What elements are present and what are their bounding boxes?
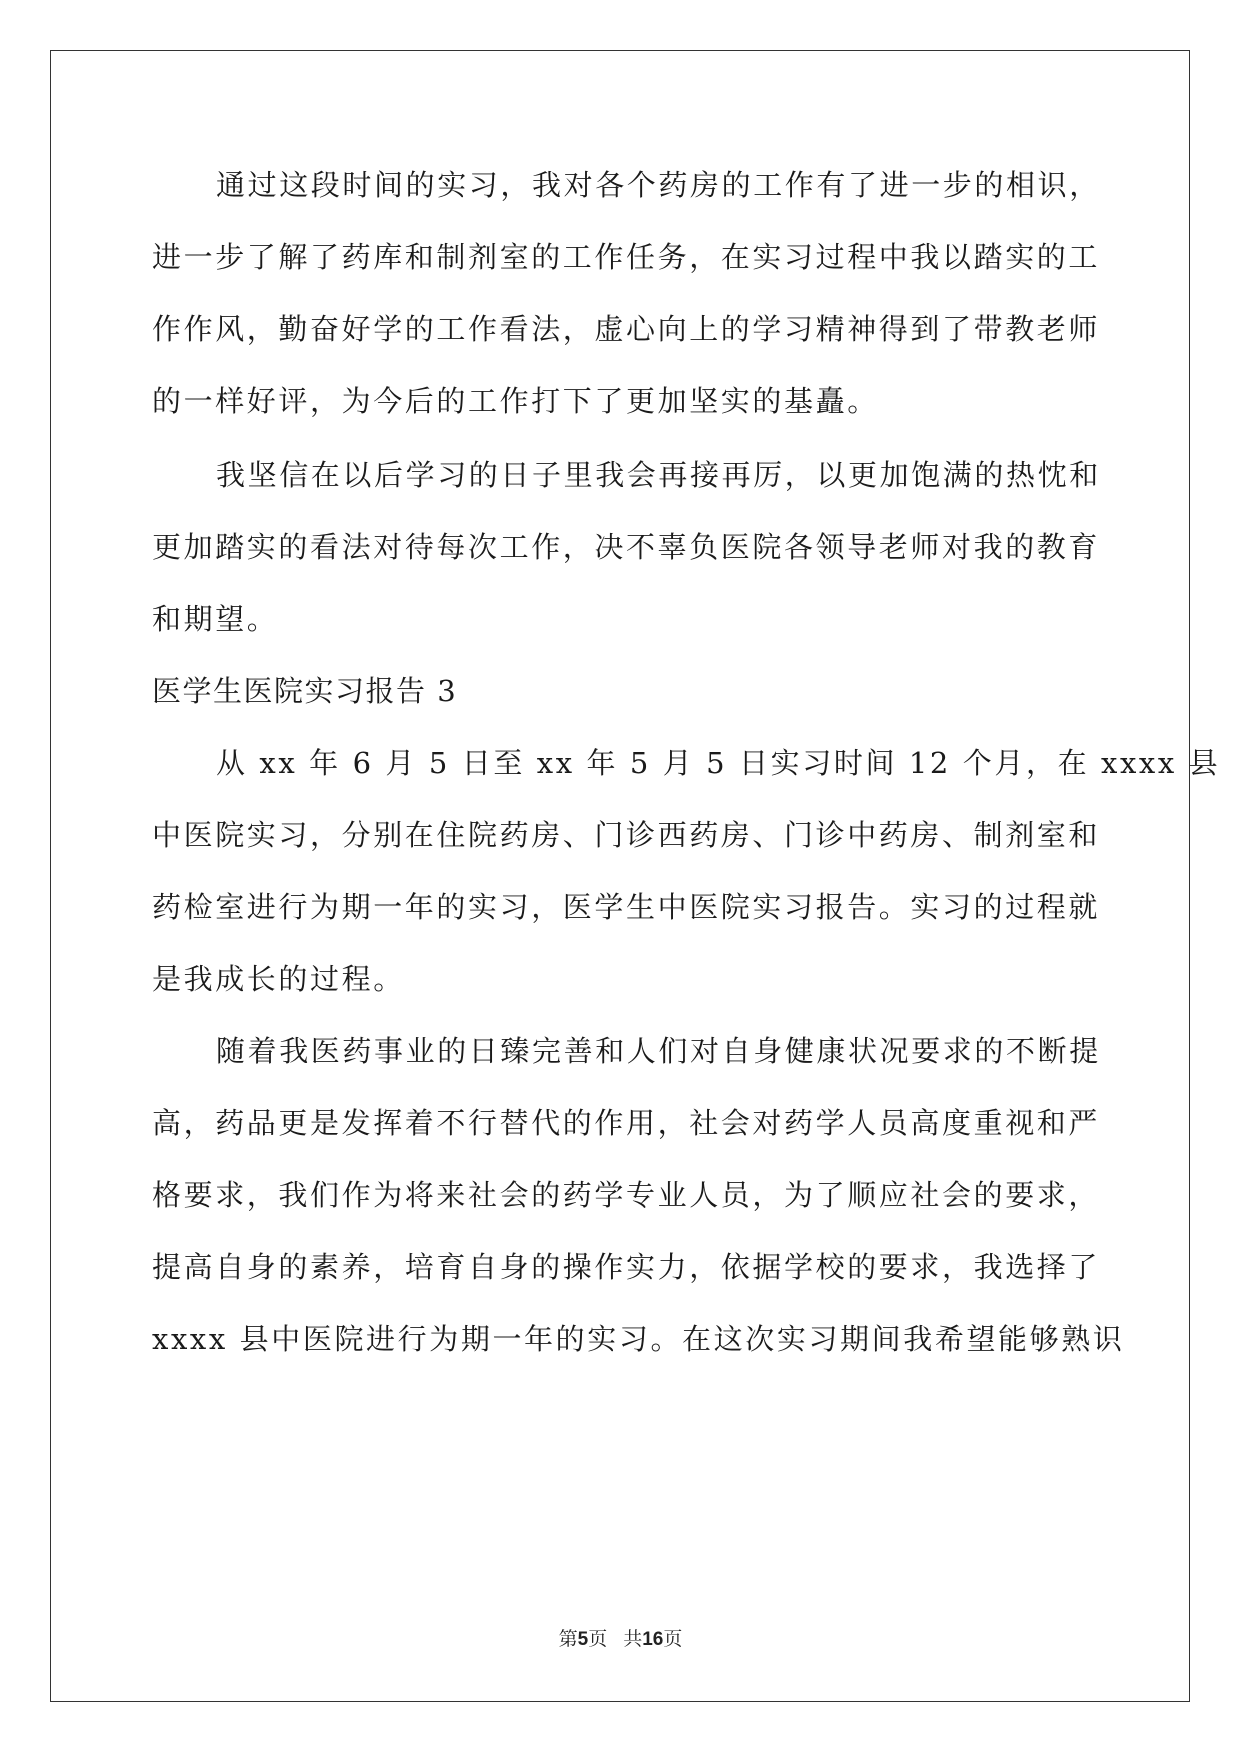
paragraph-line: 作作风，勤奋好学的工作看法，虚心向上的学习精神得到了带教老师 [152, 312, 1101, 346]
paragraph-line: 我坚信在以后学习的日子里我会再接再厉，以更加饱满的热忱和 [216, 458, 1101, 492]
paragraph-line: 提高自身的素养，培育自身的操作实力，依据学校的要求，我选择了 [152, 1250, 1101, 1284]
paragraph-line: 进一步了解了药库和制剂室的工作任务，在实习过程中我以踏实的工 [152, 240, 1101, 274]
paragraph-line: 更加踏实的看法对待每次工作，决不辜负医院各领导老师对我的教育 [152, 530, 1101, 564]
total-prefix: 共 [623, 1628, 643, 1650]
total-pages: 16 [642, 1629, 664, 1650]
total-suffix: 页 [663, 1628, 683, 1650]
page-suffix: 页 [588, 1628, 608, 1650]
paragraph-line: 从 xx 年 6 月 5 日至 xx 年 5 月 5 日实习时间 12 个月，在 xxxx 县 [216, 746, 1221, 780]
page-number: 5 [577, 1629, 589, 1650]
paragraph-line: 通过这段时间的实习，我对各个药房的工作有了进一步的相识， [216, 168, 1101, 202]
paragraph-line: 中医院实习，分别在住院药房、门诊西药房、门诊中药房、制剂室和 [152, 818, 1101, 852]
paragraph-line: 药检室进行为期一年的实习，医学生中医院实习报告。实习的过程就 [152, 890, 1101, 924]
paragraph-line: 的一样好评，为今后的工作打下了更加坚实的基矗。 [152, 384, 879, 418]
section-heading: 医学生医院实习报告 3 [152, 674, 458, 708]
paragraph-line: 和期望。 [152, 602, 279, 636]
paragraph-line: 格要求，我们作为将来社会的药学专业人员，为了顺应社会的要求， [152, 1178, 1101, 1212]
page-footer [0, 1626, 1241, 1653]
paragraph-line: 高，药品更是发挥着不行替代的作用，社会对药学人员高度重视和严 [152, 1106, 1101, 1140]
page-border [50, 50, 1190, 1702]
paragraph-line: xxxx 县中医院进行为期一年的实习。在这次实习期间我希望能够熟识 [152, 1322, 1125, 1356]
paragraph-line: 随着我医药事业的日臻完善和人们对自身健康状况要求的不断提 [216, 1034, 1101, 1068]
page-prefix: 第 [558, 1628, 578, 1650]
paragraph-line: 是我成长的过程。 [152, 962, 405, 996]
